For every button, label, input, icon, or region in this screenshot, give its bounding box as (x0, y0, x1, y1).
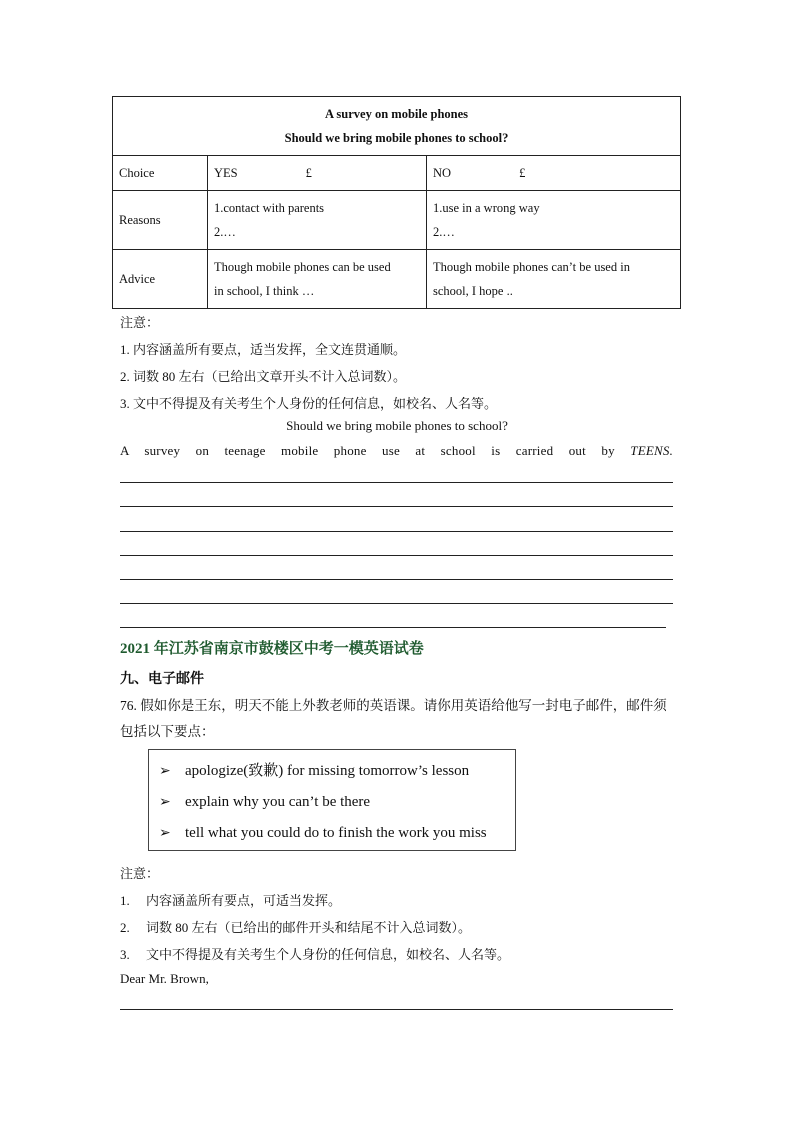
key-point-text: tell what you could do to finish the work you miss (185, 825, 487, 841)
reasons-no-line2: 2.… (433, 225, 455, 239)
note-item-3: 3. 文中不得提及有关考生个人身份的任何信息，如校名、人名等。 (120, 396, 498, 411)
notes2-header: 注意： (120, 866, 160, 881)
key-point (159, 791, 370, 813)
answer-line[interactable] (120, 627, 666, 628)
answer-line[interactable] (120, 531, 673, 532)
table-row-choice (113, 156, 681, 191)
exam-title: 2021 年江苏省南京市鼓楼区中考一模英语试卷 (120, 641, 424, 657)
choice-label: Choice (113, 156, 208, 191)
advice-no-cell (427, 250, 681, 309)
reasons-no-line1: 1.use in a wrong way (433, 201, 540, 215)
choice-no-cell (427, 156, 681, 191)
survey-question: Should we bring mobile phones to school? (284, 131, 509, 145)
reasons-yes-cell (208, 191, 427, 250)
reasons-yes-line2: 2.… (214, 225, 236, 239)
key-points-box (148, 749, 516, 851)
table-row-reasons (113, 191, 681, 250)
advice-yes-cell (208, 250, 427, 309)
arrow-bullet-icon: ➢ (159, 826, 171, 841)
answer-line[interactable] (120, 555, 673, 556)
advice-yes-line2: in school, I think … (214, 284, 315, 298)
note2-item-1 (120, 890, 341, 909)
answer-line[interactable] (120, 482, 673, 483)
choice-no-label: NO (433, 166, 452, 180)
essay-title: Should we bring mobile phones to school? (286, 418, 508, 433)
key-point (159, 760, 469, 782)
arrow-bullet-icon: ➢ (159, 795, 171, 810)
note2-text: 内容涵盖所有要点，可适当发挥。 (146, 893, 342, 908)
choice-yes-label: YES (214, 166, 238, 180)
no-checkbox-symbol: £ (519, 166, 526, 180)
advice-label: Advice (113, 250, 208, 309)
reasons-no-cell (427, 191, 681, 250)
answer-line[interactable] (120, 506, 673, 507)
key-point (159, 822, 487, 844)
essay-opening-text: A survey on teenage mobile phone use at school is carried out by (120, 443, 615, 458)
note2-item-2 (120, 917, 471, 936)
notes-header: 注意： (120, 315, 160, 330)
advice-no-line2: school, I hope .. (433, 284, 513, 298)
answer-line[interactable] (120, 1009, 673, 1010)
reasons-yes-line1: 1.contact with parents (214, 201, 325, 215)
note-item-1: 1. 内容涵盖所有要点，适当发挥，全文连贯通顺。 (120, 342, 407, 357)
answer-line[interactable] (120, 579, 673, 580)
key-point-text: explain why you can’t be there (185, 794, 371, 810)
question-76: 76. 假如你是王东，明天不能上外教老师的英语课。请你用英语给他写一封电子邮件，邮件须包括以下要点： (120, 698, 667, 739)
section-heading: 九、电子邮件 (120, 672, 204, 687)
email-greeting: Dear Mr. Brown, (120, 971, 209, 986)
yes-checkbox-symbol: £ (305, 166, 312, 180)
survey-table-title (113, 97, 681, 156)
table-row-advice (113, 250, 681, 309)
note2-item-3 (120, 944, 510, 963)
survey-table (112, 96, 681, 309)
key-point-text: apologize(致歉) for missing tomorrow’s lesson (185, 763, 470, 779)
advice-yes-line1: Though mobile phones can be used (214, 260, 391, 274)
essay-opening (120, 443, 673, 459)
note2-text: 文中不得提及有关考生个人身份的任何信息，如校名、人名等。 (146, 947, 511, 962)
reasons-label: Reasons (113, 191, 208, 250)
note2-num: 3. (120, 947, 130, 962)
answer-line[interactable] (120, 603, 673, 604)
note2-text: 词数 80 左右（已给出的邮件开头和结尾不计入总词数）。 (146, 920, 472, 935)
advice-no-line1: Though mobile phones can’t be used in (433, 260, 630, 274)
note-item-2: 2. 词数 80 左右（已给出文章开头不计入总词数）。 (120, 369, 407, 384)
essay-opening-italic: TEENS. (630, 443, 674, 458)
choice-yes-cell (208, 156, 427, 191)
note2-num: 1. (120, 893, 130, 908)
survey-title: A survey on mobile phones (324, 107, 469, 121)
note2-num: 2. (120, 920, 130, 935)
arrow-bullet-icon: ➢ (159, 764, 171, 779)
